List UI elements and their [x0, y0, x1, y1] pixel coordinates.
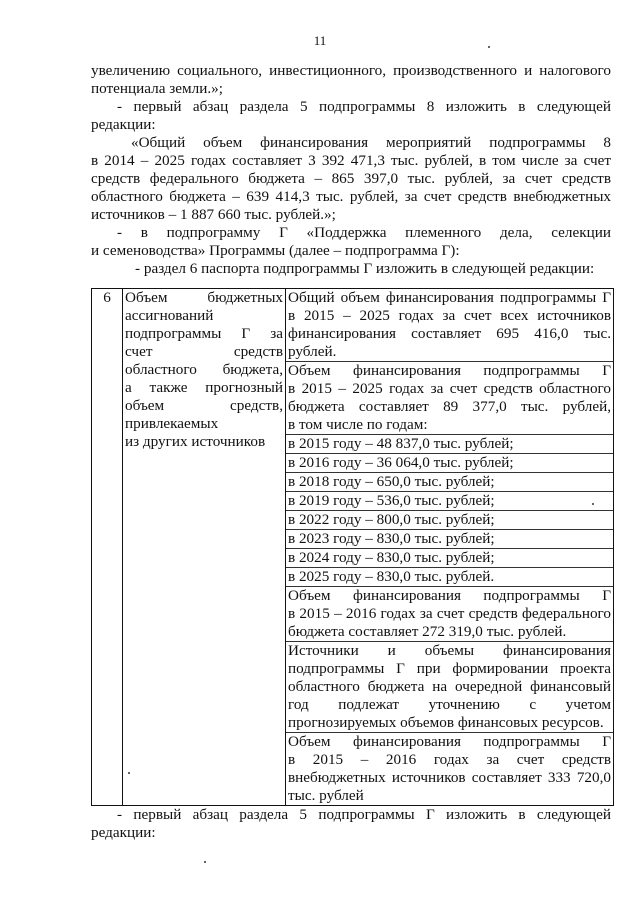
text-line: - в подпрограмму Г «Поддержка племенного дела, селекции [117, 224, 611, 241]
content-block [286, 548, 613, 567]
content-line: бюджета составляет 272 319,0 тыс. рублей. [288, 623, 567, 640]
label-line: а также прогнозный [125, 379, 283, 396]
content-line: прогнозируемых объемов финансовых ресурсов. [288, 714, 604, 731]
content-block [286, 472, 613, 491]
text-line: и семеноводства» Программы (далее – подпрограмма Г): [91, 242, 460, 259]
label-line: привлекаемых [125, 415, 219, 432]
content-line: внебюджетных источников составляет 333 720,0 [288, 769, 611, 786]
intro-text [91, 62, 611, 278]
content-block [286, 567, 613, 586]
text-line: - раздел 6 паспорта подпрограммы Г изложить в следующей редакции: [135, 260, 595, 277]
content-line: в 2015 году – 48 837,0 тыс. рублей; [288, 435, 514, 452]
content-line: в 2015 – 2025 годах за счет всех источников [288, 307, 611, 324]
scan-speck [204, 861, 206, 863]
content-block [286, 732, 613, 805]
content-line: финансирования составляет 695 416,0 тыс. [288, 325, 611, 342]
text-line: в 2014 – 2025 годах составляет 3 392 471,3 тыс. рублей, в том числе за счет [91, 152, 611, 169]
content-line: Объем финансирования подпрограммы Г [288, 587, 611, 604]
text-line: потенциала земли.»; [91, 80, 223, 97]
content-line: в 2022 году – 800,0 тыс. рублей; [288, 511, 495, 528]
text-line: «Общий объем финансирования мероприятий подпрограммы 8 [131, 134, 611, 151]
paragraph-p4 [91, 224, 611, 260]
content-block [286, 641, 613, 732]
label-line: из других источников [125, 433, 266, 450]
content-line: в 2024 году – 830,0 тыс. рублей; [288, 549, 495, 566]
content-line: в том числе по годам: [288, 416, 428, 433]
label-line: объем средств, [125, 397, 283, 414]
content-line: бюджета составляет 89 377,0 тыс. рублей, [288, 398, 611, 415]
text-line: - первый абзац раздела 5 подпрограммы Г изложить в следующей [117, 806, 611, 823]
paragraph-p1 [91, 62, 611, 98]
content-line: в 2015 – 2016 годах за счет средств федерального [288, 605, 611, 622]
label-line: областного бюджета, [125, 361, 283, 378]
content-line: в 2018 году – 650,0 тыс. рублей; [288, 473, 495, 490]
text-line: средств федерального бюджета – 865 397,0 тыс. рублей, за счет средств [91, 170, 611, 187]
label-line: подпрограммы Г за [125, 325, 283, 342]
content-block [286, 434, 613, 453]
passport-table [91, 288, 614, 806]
content-line: в 2016 году – 36 064,0 тыс. рублей; [288, 454, 514, 471]
text-line: редакции: [91, 824, 156, 841]
content-line: год подлежат уточнению с учетом [288, 696, 611, 713]
content-block [286, 453, 613, 472]
content-line: Объем финансирования подпрограммы Г [288, 362, 611, 379]
row-label [123, 289, 286, 806]
label-line: счет средств [125, 343, 283, 360]
row-number: 6 [92, 289, 123, 806]
text-line: - первый абзац раздела 5 подпрограммы 8 изложить в следующей [117, 98, 611, 115]
label-line: ассигнований [125, 307, 214, 324]
content-line: Источники и объемы финансирования [288, 642, 611, 659]
text-line: редакции: [91, 116, 156, 133]
table-row [92, 289, 614, 806]
paragraph-p3 [91, 134, 611, 224]
label-line: Объем бюджетных [125, 289, 283, 306]
content-line: Общий объем финансирования подпрограммы Г [288, 289, 611, 306]
content-line: рублей. [288, 343, 337, 360]
text-line: увеличению социального, инвестиционного, производственного и налогового [91, 62, 611, 79]
content-block [286, 361, 613, 434]
content-line: подпрограммы Г при формировании проекта [288, 660, 611, 677]
page-number: 11 [313, 33, 327, 48]
content-block [286, 491, 613, 510]
content-line: в 2019 году – 536,0 тыс. рублей; [288, 492, 495, 509]
content-block [286, 289, 613, 361]
content-block [286, 510, 613, 529]
content-block [286, 529, 613, 548]
content-line: в 2015 – 2016 годах за счет средств [288, 751, 611, 768]
text-line: областного бюджета – 639 414,3 тыс. рублей, за счет средств внебюджетных [91, 188, 611, 205]
content-line: в 2015 – 2025 годах за счет средств областного [288, 380, 611, 397]
text-line: источников – 1 887 660 тыс. рублей.»; [91, 206, 336, 223]
content-line: в 2025 году – 830,0 тыс. рублей. [288, 568, 495, 585]
content-line: Объем финансирования подпрограммы Г [288, 733, 611, 750]
scan-speck [488, 46, 490, 48]
content-line: областного бюджета на очередной финансовый [288, 678, 611, 695]
paragraph-p5 [91, 260, 611, 278]
content-block [286, 586, 613, 641]
row-content [286, 289, 614, 806]
paragraph-p2 [91, 98, 611, 134]
content-line: тыс. рублей [288, 787, 364, 804]
closing-text [91, 806, 611, 842]
content-line: в 2023 году – 830,0 тыс. рублей; [288, 530, 495, 547]
